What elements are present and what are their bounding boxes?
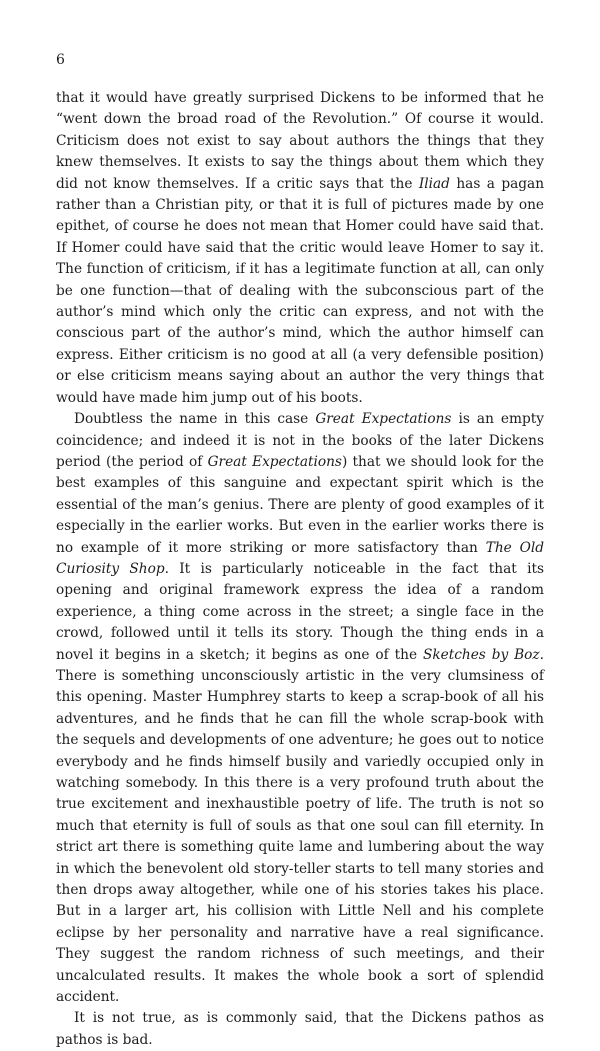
text-run: Doubtless the name in this case <box>74 411 316 428</box>
paragraph <box>56 1008 544 1051</box>
paragraph <box>56 88 544 409</box>
text-run: is an empty coincidence; and indeed it is not in the books of the later Dickens period (the period of <box>56 411 544 470</box>
italic-title: Great Expectations <box>315 411 452 428</box>
paragraph <box>56 409 544 1008</box>
italic-title: Great Expectations <box>207 453 342 470</box>
text-run: . It is particularly noticeable in the fact that its opening and original framework express the idea of a random experience, a thing come across in the street; a single face in the crowd, followed until it tells its story. Though the thing ends in a novel it begins in a sketch; it begins as one of the <box>56 560 544 663</box>
text-run: has a pagan rather than a Christian pity, or that it is full of pictures made by one epithet, of course he does not mean that Homer could have said that. If Homer could have said that the critic would leave Homer to say it. The function of criticism, if it has a legitimate function at all, can only be one function—that of dealing with the subconscious part of the author’s mind which only the critic can express, and not with the conscious part of the author’s mind, which the author himself can express. Either criticism is no good at all (a very defensible position) or else criticism means saying about an author the very things that would have made him jump out of his boots. <box>56 175 545 406</box>
text-run: . There is something unconsciously artistic in the very clumsiness of this opening. Master Humphrey starts to keep a scrap-book of all his adventures, and he finds that he can fill the whole scrap-book with the sequels and developments of one adventure; he goes out to notice everybody and he finds himself busily and variedly occupied only in watching somebody. In this there is a very profound truth about the true excitement and inexhaustible poetry of life. The truth is not so much that eternity is full of souls as that one soul can fill eternity. In strict art there is something quite lame and lumbering about the way in which the benevolent old story-teller starts to tell many stories and then drops away altogether, while one of his stories takes his place. But in a larger art, his collision with Little Nell and his complete eclipse by her personality and narrative have a real significance. They suggest the random richness of such meetings, and their uncalculated results. It makes the whole book a sort of splendid accident. <box>56 646 544 1006</box>
italic-title: Iliad <box>418 175 450 192</box>
italic-title: Sketches by Boz <box>422 646 540 663</box>
body-text <box>56 88 544 1051</box>
text-run: ) that we should look for the best examples of this sanguine and expectant spirit which is the essential of the man’s genius. There are plenty of good examples of it especially in the earlier works. But even in the earlier works there is no example of it more striking or more satisfactory than <box>56 453 544 556</box>
text-run: It is not true, as is commonly said, that the Dickens pathos as pathos is bad. <box>56 1010 544 1048</box>
text-run: that it would have greatly surprised Dickens to be informed that he “went down the broad road of the Revolution.” Of course it would. Criticism does not exist to say about authors the things that they knew themselves. It exists to say the things about them which they did not know themselves. If a critic says that the <box>56 90 544 192</box>
page-number: 6 <box>56 52 65 68</box>
italic-title: The Old Curiosity Shop <box>56 539 544 577</box>
